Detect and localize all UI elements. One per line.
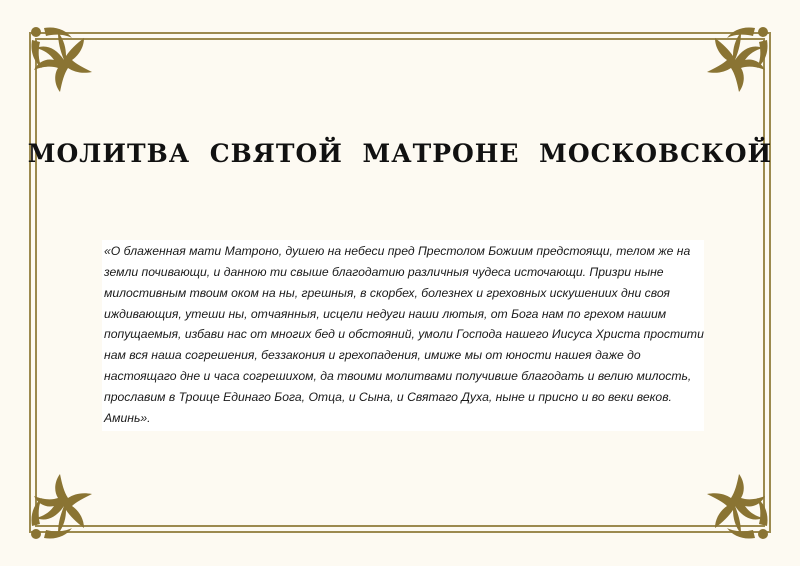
corner-ornament-icon [697,22,773,98]
corner-ornament-icon [26,468,102,544]
page-title: МОЛИТВА СВЯТОЙ МАТРОНЕ МОСКОВСКОЙ [27,138,773,168]
corner-ornament-icon [697,468,773,544]
prayer-text: «О блаженная мати Матроно, душею на небеси пред Престолом Божиим предстоящи, телом же на земли почивающи, и данною ти свыше благодатию различныя чудеса источающи. Призри ныне милостивным твоим оком на ны, грешныя, в скорбех, болезнех и греховных искушениих дни своя иждивающия, утеши ны, отчаянныя, исцели недуги наши лютыя, от Бога нам по грехом нашим попущаемыя, избави нас от многих бед и обстояний, умоли Господа нашего Иисуса Христа простити нам вся наша согрешения, беззакония и грехопадения, имиже мы от юности нашея даже до настоящаго дне и часа согрешихом, да твоими молитвами получивше благодать и велию милость, прославим в Троице Единаго Бога, Отца, и Сына, и Святаго Духа, ныне и присно и во веки веков. Аминь». [102,240,704,431]
corner-ornament-icon [26,22,102,98]
